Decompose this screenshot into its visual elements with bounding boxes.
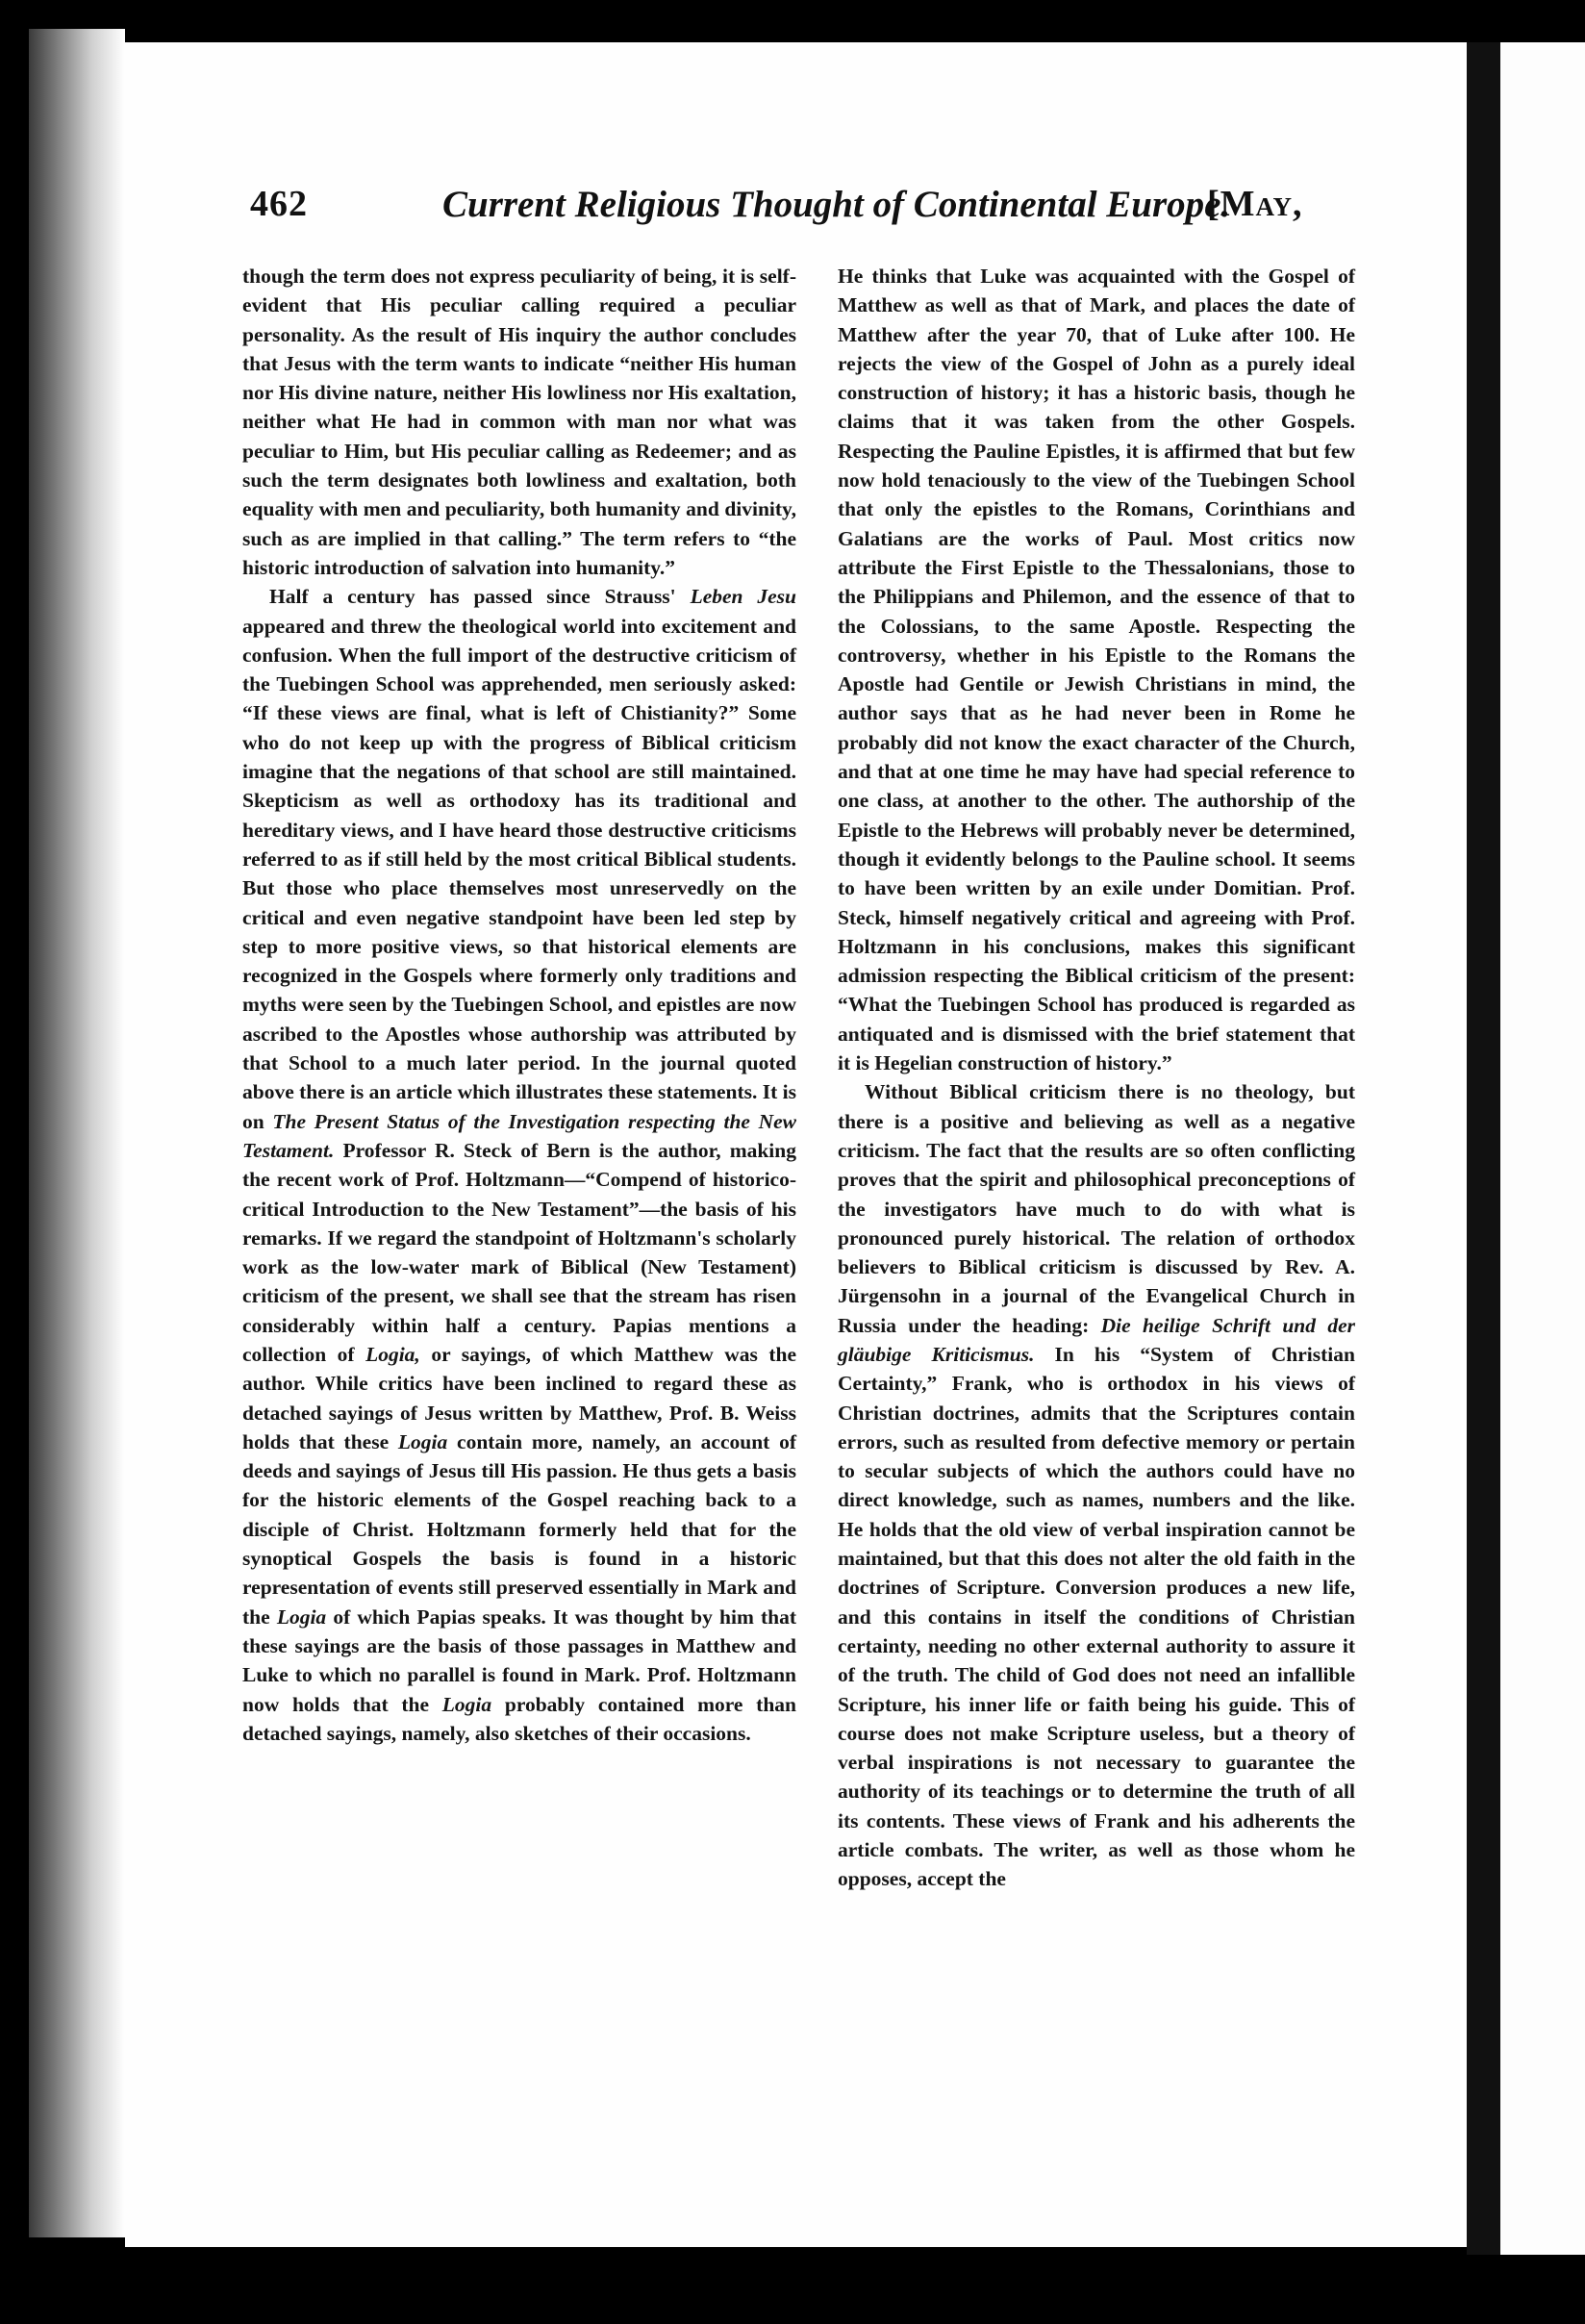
text-run: of which Papias speaks. It was thought by him that these sayings are the basis of those passages in Matthew and Luke to which no parallel is found in Mark. Prof. Holtzmann now holds that the bbox=[242, 1604, 797, 1716]
text-run: Professor R. Steck of Bern is the author, making the recent work of Prof. Holtzmann—“Compend of historico-critical Introduction to the New Testament”—the basis of his remarks. If we regard the standpoint of Holtzmann's scholarly work as the low-water mark of Biblical (New Testament) criticism of the present, we shall see that the stream has risen considerably within half a century. Papias mentions a collection of bbox=[242, 1138, 796, 1366]
page-number: 462 bbox=[250, 184, 308, 224]
italic-title: Die heilige Schrift und der gläubige Kriticismus. bbox=[838, 1313, 1356, 1366]
text-run: In his “System of Christian Certainty,” Frank, who is orthodox in his views of Christian doctrines, admits that the Scriptures contain errors, such as resulted from defective memory or pertain to secular subjects of which the authors could have no direct knowledge, such as names, numbers and the like. He holds that the old view of verbal inspiration cannot be maintained, but that this does not alter the old faith in the doctrines of Scripture. Conversion produces a new life, and this contains in itself the conditions of Christian certainty, needing no other external authority to assure it of the truth. The child of God does not need an infallible Scripture, his inner life or faith being his guide. This of course does not make Scripture useless, but a theory of verbal inspirations is not necessary to guarantee the authority of its teachings or to determine the truth of all its contents. These views of Frank and his adherents the article combats. The writer, as well as those whom he opposes, accept the bbox=[838, 1342, 1355, 1891]
right-paragraph-1: He thinks that Luke was acquainted with the Gospel of Matthew as well as that of Mark, and places the date of Matthew after the year 70, that of Luke after 100. He rejects the view of the Gospel of John as a purely ideal construction of history; it has a historic basis, though he claims that it was taken from the other Gospels. Respecting the Pauline Epistles, it is affirmed that but few now hold tenaciously to the view of the Tuebingen School that only the epistles to the Romans, Corinthians and Galatians are the works of Paul. Most critics now attribute the First Epistle to the Thessalonians, those to the Philippians and Philemon, and the essence of that to the Colossians, to the same Apostle. Respecting the controversy, whether in his Epistle to the Romans the Apostle had Gentile or Jewish Christians in mind, the author says that as he had never been in Rome he probably did not know the exact character of the Church, and that at one time he may have had special reference to one class, at another to the other. The authorship of the Epistle to the Hebrews will probably never be determined, though it evidently belongs to the Pauline school. It seems to have been written by an exile under Domitian. Prof. Steck, himself negatively critical and agreeing with Prof. Holtzmann in his conclusions, makes this significant admission respecting the Biblical criticism of the present: “What the Tuebingen School has produced is regarded as antiquated and is dismissed with the brief statement that it is Hegelian construction of history.” bbox=[838, 265, 1355, 1075]
running-title: Current Religious Thought of Continental Europe. bbox=[442, 184, 1231, 225]
text-run: appeared and threw the theological world into excitement and confusion. When the full import of the destructive criticism of the Tuebingen School was apprehended, men seriously asked: “If these views are final, what is left of Chistianity?” Some who do not keep up with the progress of Biblical criticism imagine that the negations of that school are still maintained. Skepticism as well as orthodoxy has its traditional and hereditary views, and I have heard those destructive criticisms referred to as if still held by the most critical Biblical students. But those who place themselves most unreservedly on the critical and even negative standpoint have been led step by step to more positive views, so that historical elements are recognized in the Gospels where formerly only traditions and myths were seen by the Tuebingen School, and epistles are now ascribed to the Apostles whose authorship was attributed by that School to a much later period. In the journal quoted above there is an article which illustrates these statements. It is on bbox=[242, 614, 796, 1133]
left-paragraph-2 bbox=[242, 582, 796, 1748]
book-binding-edge bbox=[29, 29, 125, 2237]
facing-page-edge bbox=[1500, 42, 1585, 2255]
running-month: [May, bbox=[1207, 184, 1303, 224]
left-paragraph-1: though the term does not express peculiarity of being, it is self-evident that His peculiar calling required a peculiar personality. As the result of His inquiry the author concludes that Jesus with the term wants to indicate “neither His human nor His divine nature, neither His lowliness nor His exaltation, neither what He had in common with man nor what was peculiar to Him, but His peculiar calling as Redeemer; and as such the term designates both lowliness and exaltation, both equality with men and peculiarity, both humanity and divinity, such as are implied in that calling.” The term refers to “the historic introduction of salvation into humanity.” bbox=[242, 265, 796, 579]
italic-term: Logia bbox=[397, 1429, 448, 1453]
left-column bbox=[242, 262, 796, 1748]
text-run: or sayings, of which Matthew was the author. While critics have been inclined to regard these as detached sayings of Jesus written by Matthew, Prof. B. Weiss holds that these bbox=[242, 1342, 797, 1453]
italic-term: Logia bbox=[441, 1692, 492, 1716]
italic-title: Leben Jesu bbox=[690, 585, 796, 609]
text-run: Half a century has passed since Strauss' bbox=[269, 585, 676, 609]
page-gutter-shadow bbox=[1467, 42, 1500, 2255]
italic-term: Logia, bbox=[365, 1342, 420, 1366]
text-run: contain more, namely, an account of deeds and sayings of Jesus till His passion. He thus gets a basis for the historic elements of the Gospel reaching back to a disciple of Christ. Holtzmann formerly held that for the synoptical Gospels the basis is found in a historic representation of events still preserved essentially in Mark and the bbox=[242, 1429, 797, 1629]
right-paragraph-2 bbox=[838, 1077, 1355, 1893]
text-run: probably contained more than detached sayings, namely, also sketches of their occasions. bbox=[242, 1692, 797, 1745]
italic-term: Logia bbox=[276, 1604, 327, 1629]
right-column bbox=[838, 262, 1355, 1894]
text-run: Without Biblical criticism there is no theology, but there is a positive and believing as well as a negative criticism. The fact that the results are so often conflicting proves that the spirit and philosophical preconceptions of the investigators have much to do with what is pronounced purely historical. The relation of orthodox believers to Biblical criticism is discussed by Rev. A. Jürgensohn in a journal of the Evangelical Church in Russia under the heading: bbox=[838, 1080, 1355, 1337]
italic-title: The Present Status of the Investigation respecting the New Testament. bbox=[242, 1109, 797, 1162]
